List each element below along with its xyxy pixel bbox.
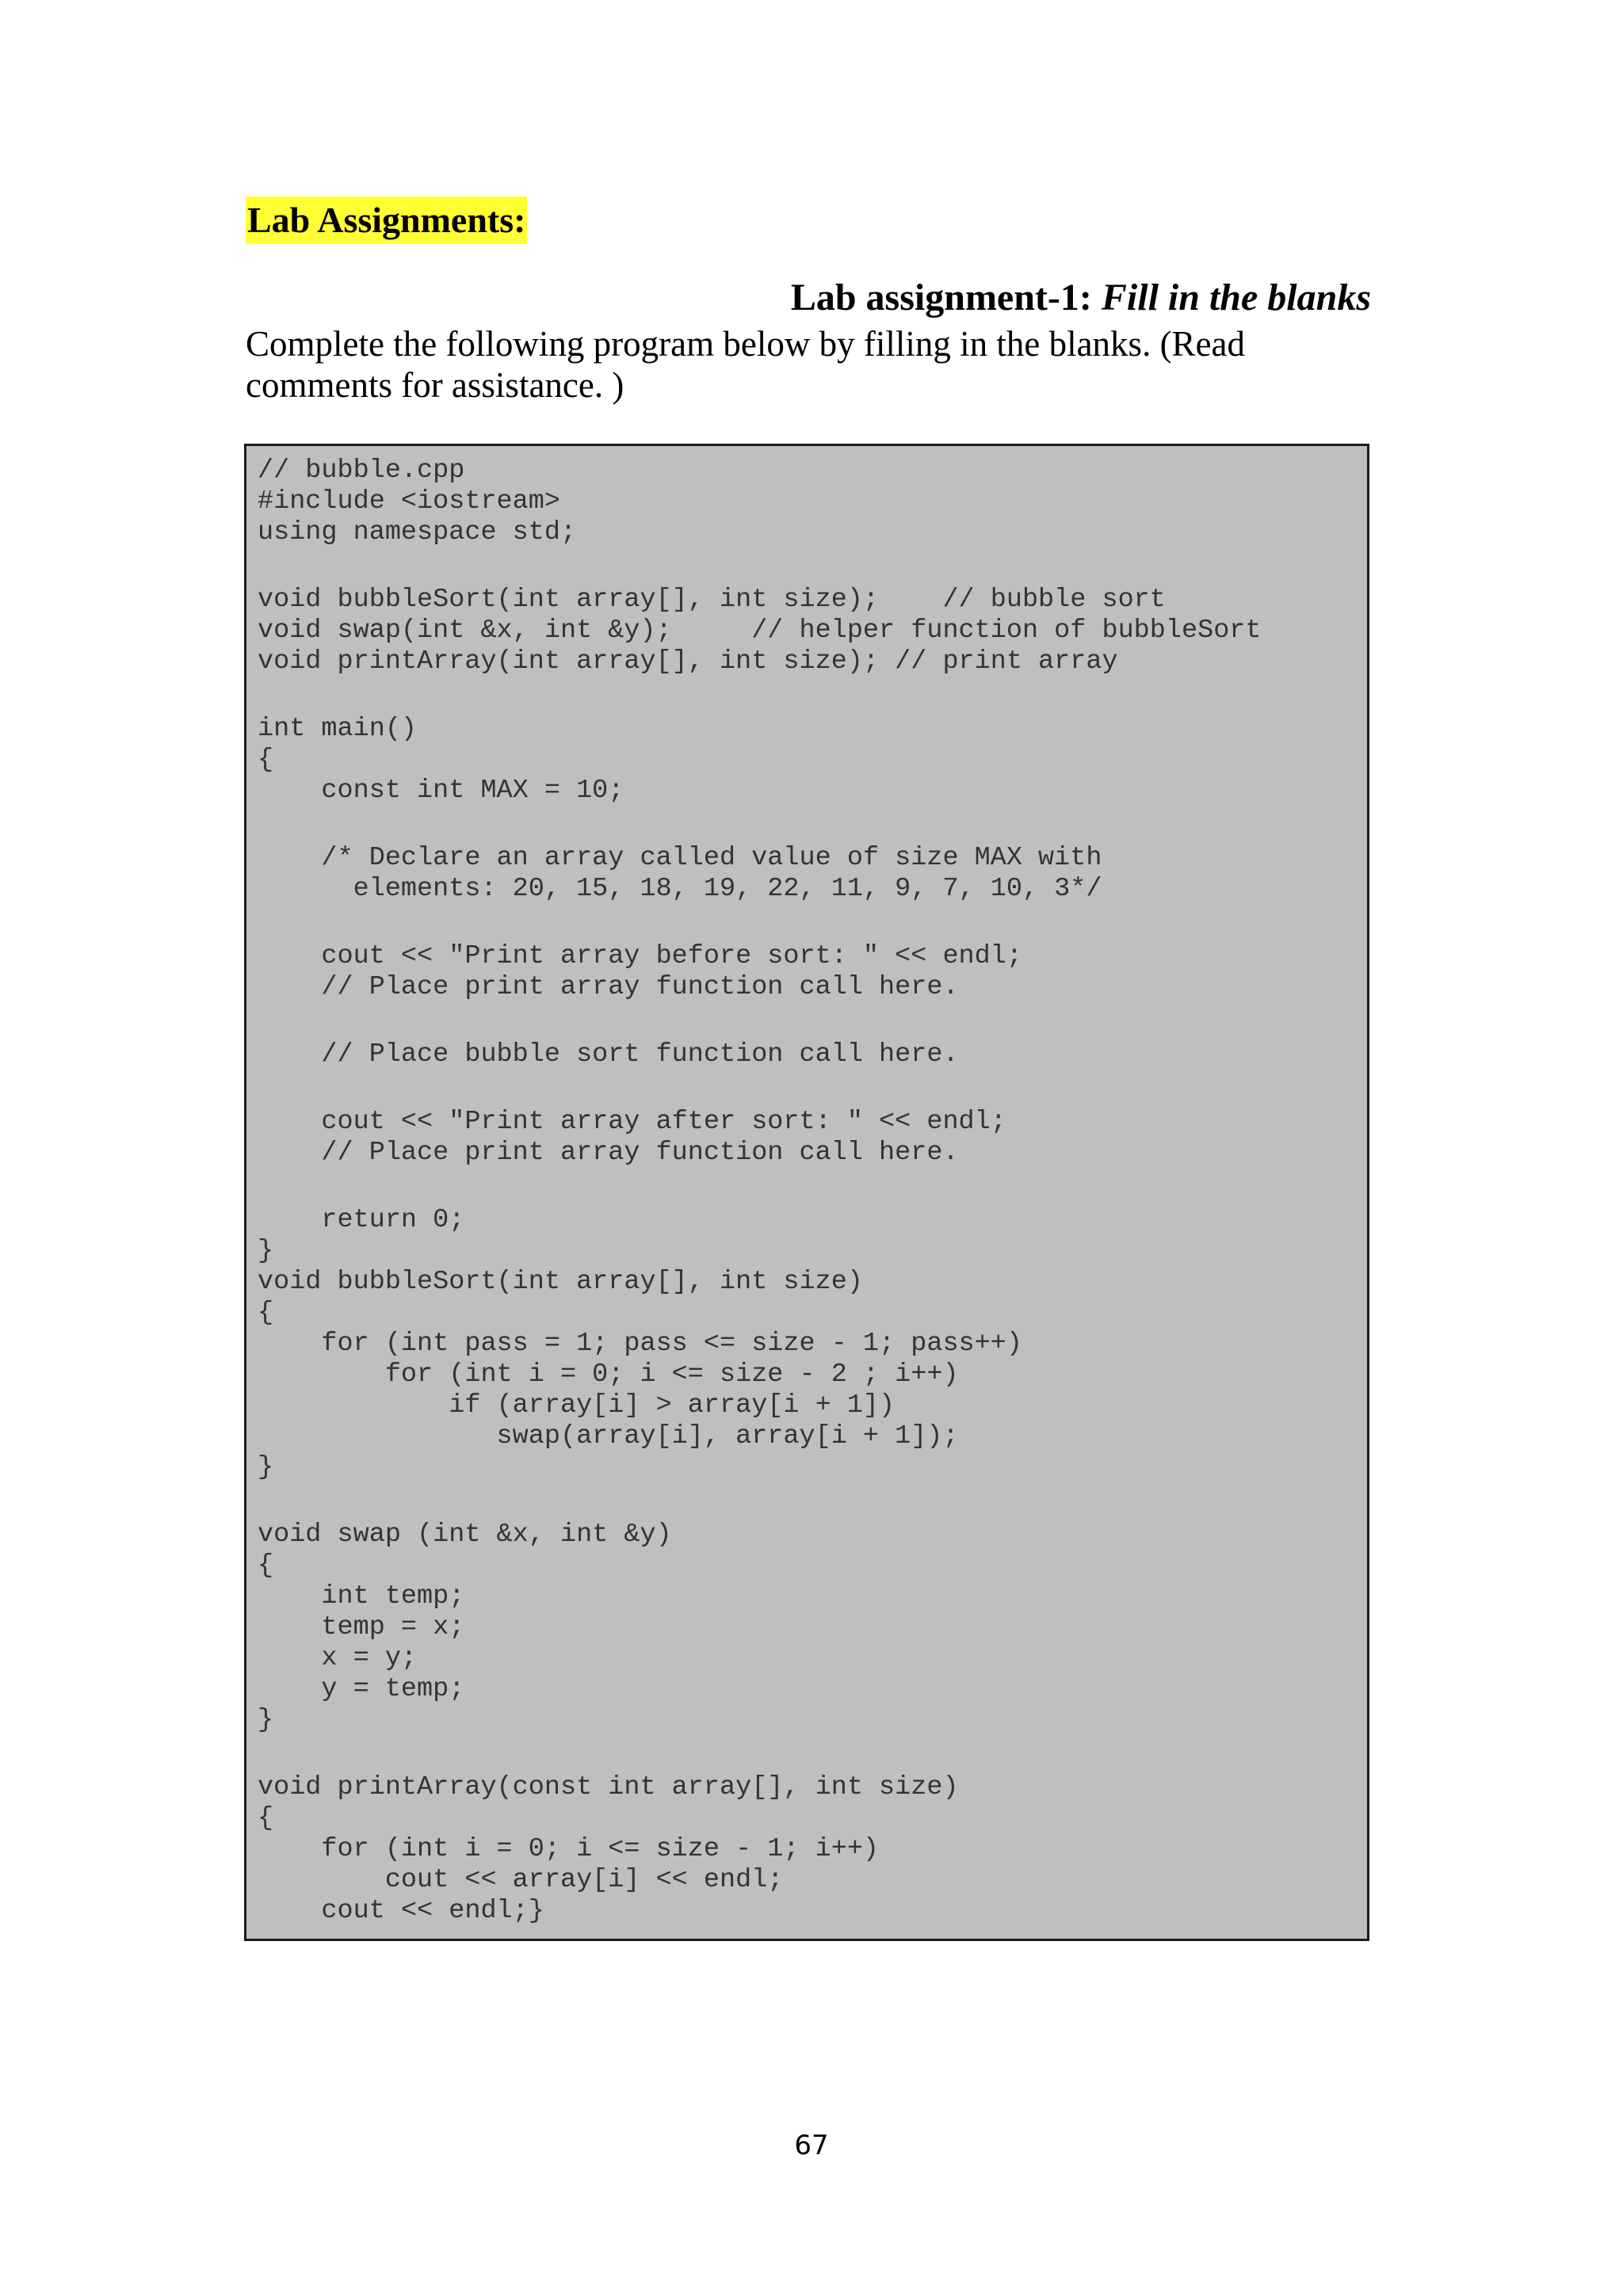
- code-line: const int MAX = 10;: [258, 776, 624, 806]
- code-line: void printArray(int array[], int size); // print array: [258, 646, 1118, 677]
- code-line: swap(array[i], array[i + 1]);: [258, 1421, 959, 1451]
- code-line: cout << "Print array before sort: " << endl;: [258, 941, 1022, 971]
- section-heading: Lab Assignments:: [246, 196, 527, 244]
- code-blank-line: [258, 1003, 1367, 1039]
- code-line: void bubbleSort(int array[], int size): [258, 1267, 863, 1297]
- code-line: #include <iostream>: [258, 486, 560, 517]
- code-listing-box: [244, 444, 1369, 1941]
- code-line: {: [258, 1298, 274, 1328]
- code-line: }: [258, 1705, 274, 1735]
- code-line: y = temp;: [258, 1674, 465, 1704]
- code-blank-line: [258, 1070, 1367, 1107]
- code-line: if (array[i] > array[i + 1]): [258, 1390, 896, 1421]
- code-line: void printArray(const int array[], int size): [258, 1772, 959, 1802]
- code-blank-line: [258, 548, 1367, 585]
- code-line: // Place print array function call here.: [258, 972, 959, 1002]
- code-line: temp = x;: [258, 1612, 465, 1642]
- assignment-label: Lab assignment-1:: [790, 277, 1092, 318]
- code-line: int main(): [258, 714, 418, 744]
- code-blank-line: [258, 677, 1367, 714]
- code-line: for (int i = 0; i <= size - 1; i++): [258, 1834, 880, 1864]
- code-blank-line: [258, 1483, 1367, 1520]
- code-line: int temp;: [258, 1581, 465, 1611]
- code-line: // bubble.cpp: [258, 456, 465, 486]
- code-line: }: [258, 1236, 274, 1266]
- code-line: elements: 20, 15, 18, 19, 22, 11, 9, 7, 10, 3*/: [258, 874, 1102, 904]
- code-line: {: [258, 1550, 274, 1581]
- code-blank-line: [258, 1169, 1367, 1205]
- code-line: // Place bubble sort function call here.: [258, 1039, 959, 1070]
- code-line: {: [258, 745, 274, 775]
- code-block: [258, 456, 1367, 1927]
- code-line: void swap(int &x, int &y); // helper function of bubbleSort: [258, 616, 1262, 646]
- code-line: }: [258, 1452, 274, 1482]
- code-line: using namespace std;: [258, 517, 577, 547]
- code-line: void swap (int &x, int &y): [258, 1520, 672, 1550]
- code-line: // Place print array function call here.: [258, 1138, 959, 1168]
- code-line: for (int i = 0; i <= size - 2 ; i++): [258, 1360, 959, 1390]
- code-line: /* Declare an array called value of size MAX with: [258, 843, 1102, 873]
- code-blank-line: [258, 905, 1367, 941]
- code-line: cout << array[i] << endl;: [258, 1865, 784, 1895]
- code-line: cout << endl;}: [258, 1896, 544, 1926]
- code-line: void bubbleSort(int array[], int size); // bubble sort: [258, 585, 1166, 615]
- code-line: for (int pass = 1; pass <= size - 1; pass++): [258, 1329, 1022, 1359]
- instructions-text: Complete the following program below by filling in the blanks. (Read comments for assistance. ): [246, 324, 1246, 405]
- page-number: 67: [794, 2130, 829, 2161]
- assignment-title: [791, 273, 1371, 323]
- code-line: return 0;: [258, 1205, 465, 1235]
- code-blank-line: [258, 1736, 1367, 1772]
- code-line: cout << "Print array after sort: " << endl;: [258, 1107, 1006, 1137]
- code-line: x = y;: [258, 1643, 418, 1673]
- code-blank-line: [258, 807, 1367, 843]
- code-line: {: [258, 1803, 274, 1833]
- assignment-subtitle: Fill in the blanks: [1101, 277, 1371, 318]
